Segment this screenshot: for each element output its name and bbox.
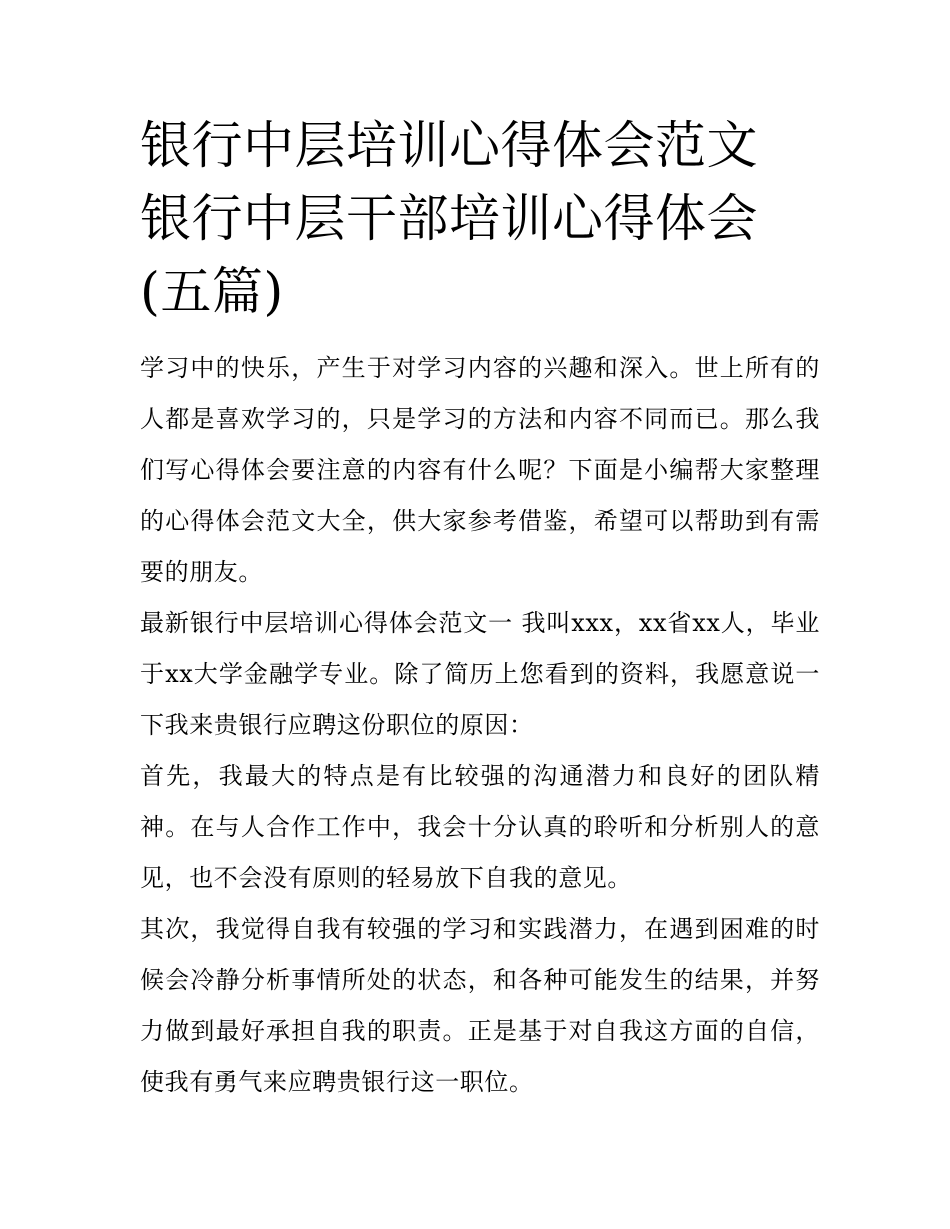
paragraph-intro: 学习中的快乐，产生于对学习内容的兴趣和深入。世上所有的人都是喜欢学习的，只是学习的方法和内容不同而已。那么我们写心得体会要注意的内容有什么呢？下面是小编帮大家整理的心得体会范文大全，供大家参考借鉴，希望可以帮助到有需要的朋友。 [140,354,820,586]
document-title: 银行中层培训心得体会范文 银行中层干部培训心得体会(五篇) [140,117,759,322]
document-page [140,110,820,1108]
paragraph-essay-one-opening: 最新银行中层培训心得体会范文一 我叫xxx，xx省xx人，毕业于xx大学金融学专业。除了简历上您看到的资料，我愿意说一下我来贵银行应聘这份职位的原因： [140,609,820,739]
paragraph-second-point: 其次，我觉得自我有较强的学习和实践潜力，在遇到困难的时候会冷静分析事情所处的状态，和各种可能发生的结果，并努力做到最好承担自我的职责。正是基于对自我这方面的自信，使我有勇气来应聘贵银行这一职位。 [140,915,820,1096]
document-body [140,343,820,1108]
paragraph-first-point: 首先，我最大的特点是有比较强的沟通潜力和良好的团队精神。在与人合作工作中，我会十分认真的聆听和分析别人的意见，也不会没有原则的轻易放下自我的意见。 [140,762,820,892]
